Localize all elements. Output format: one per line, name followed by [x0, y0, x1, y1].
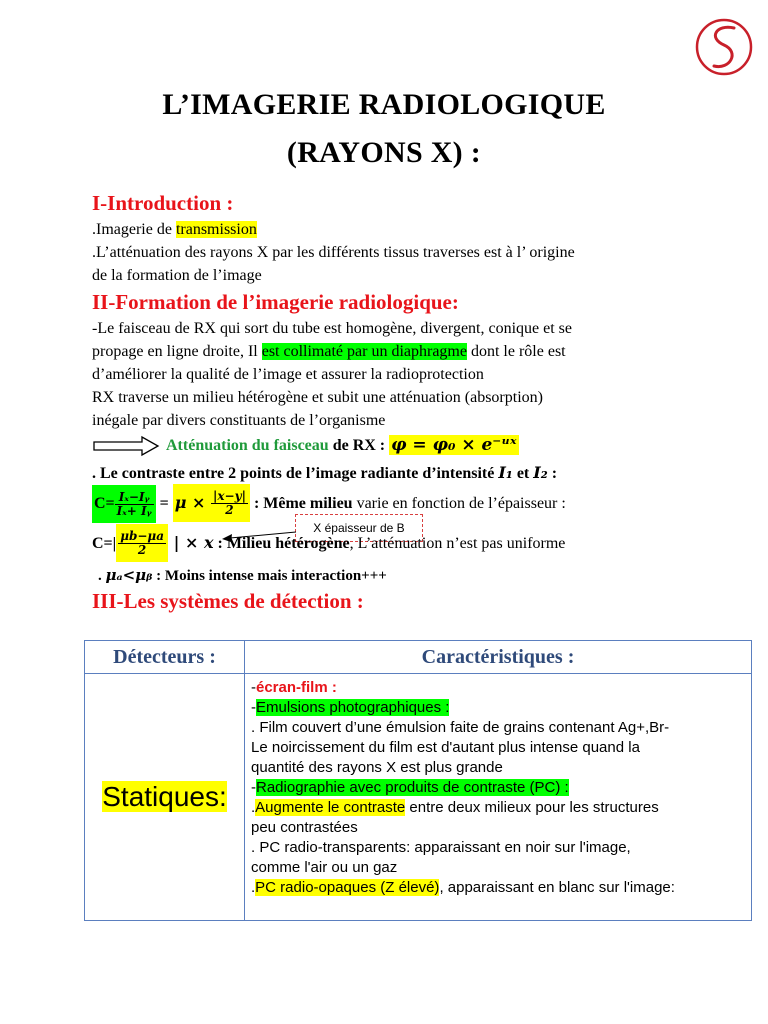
intro-line-1-text: .Imagerie de: [92, 221, 176, 238]
annotation-note-box: X épaisseur de B: [295, 514, 423, 542]
formula-c-prefix: C=: [94, 495, 115, 512]
logo-s-icon: [694, 14, 754, 80]
table-header-caracteristiques: Caractéristiques :: [245, 641, 752, 674]
char-line: . Film couvert d’une émulsion faite de grains contenant Ag+,Br-: [251, 719, 670, 736]
intensity-i1: I₁: [498, 463, 513, 482]
mu-comparison-line: [98, 564, 387, 588]
fraction-numerator: Iₓ−Iᵧ: [115, 491, 154, 505]
fraction-denominator: 2: [137, 543, 147, 557]
char-text: , apparaissant en blanc sur l'image:: [439, 879, 675, 896]
highlight-transmission: transmission: [175, 221, 257, 238]
mu-line-dot: .: [98, 568, 106, 584]
row-label-statiques: Statiques:: [102, 781, 227, 812]
attenuation-line: [166, 434, 519, 457]
attenuation-label: Atténuation du faisceau: [166, 437, 329, 454]
contrast-colon: :: [547, 465, 558, 482]
char-line: [251, 678, 745, 698]
char-line: comme l'air ou un gaz: [251, 859, 398, 876]
characteristics-cell: [245, 674, 752, 921]
dash: -: [251, 779, 256, 796]
contrast-formula-c: [92, 485, 156, 523]
heterogeneous-label: : Milieu hétérogène: [213, 535, 350, 552]
formation-text: propage en ligne droite, Il: [92, 343, 262, 360]
char-line: [251, 798, 745, 818]
intro-line-1: [92, 218, 257, 241]
detectors-table: [84, 640, 752, 921]
formula-mu: μ ×: [174, 493, 212, 512]
formula-c2-tail: | × x: [168, 533, 214, 552]
dot: .: [251, 799, 256, 816]
char-line: [251, 878, 745, 898]
intro-line-3: de la formation de l’image: [92, 267, 262, 284]
table-row: [85, 674, 752, 921]
highlight-radio-opaques: PC radio-opaques (Z élevé): [255, 879, 440, 896]
row-label-cell: [85, 674, 245, 921]
formation-paragraph-line-3: d’améliorer la qualité de l’image et assurer la radioprotection: [92, 366, 484, 383]
formula-c2-term: [116, 524, 168, 562]
ecran-film-label: écran-film :: [256, 679, 337, 696]
same-medium-text: varie en fonction de l’épaisseur :: [352, 495, 566, 512]
heterogeneous-text: , L’atténuation n’est pas uniforme: [349, 535, 566, 552]
fraction-denominator: 2: [225, 503, 234, 517]
contrast-text: . Le contraste entre 2 points de l’image radiante d’intensité: [92, 465, 499, 482]
char-line: Le noircissement du film est d'autant plus intense quand la: [251, 739, 640, 756]
section-heading-introduction: I-Introduction :: [92, 191, 234, 215]
dash: -: [251, 699, 256, 716]
same-medium-label: : Même milieu: [249, 495, 353, 512]
dash: -: [251, 679, 256, 696]
formula-c2-prefix: C=|: [92, 535, 117, 552]
formation-paragraph-line-5: inégale par divers constituants de l’organisme: [92, 412, 386, 429]
char-line: [251, 698, 745, 718]
section-heading-detection: III-Les systèmes de détection :: [92, 589, 364, 613]
mu-line-text: : Moins intense mais interaction+++: [152, 568, 387, 584]
formula-mu-term: [173, 484, 250, 522]
attenuation-of-rx: de RX :: [328, 437, 390, 454]
right-arrow-icon: [92, 435, 162, 457]
page-title-line2: (RAYONS X) :: [286, 136, 482, 169]
highlight-radiographie: Radiographie avec produits de contraste (PC) :: [256, 779, 569, 796]
formation-paragraph-line-4: RX traverse un milieu hétérogène et subit une atténuation (absorption): [92, 389, 543, 406]
contrast-formula-heterogeneous: [92, 524, 565, 563]
section-heading-formation: II-Formation de l’imagerie radiologique:: [92, 290, 459, 314]
table-header-row: [85, 641, 752, 674]
table-header-detecteurs: Détecteurs :: [85, 641, 245, 674]
page-title-line1: L’IMAGERIE RADIOLOGIQUE: [162, 88, 606, 121]
formula-equals: =: [155, 495, 173, 512]
formula-fraction: [115, 491, 154, 518]
formula-c2-fraction: [118, 530, 166, 557]
char-line: [251, 778, 745, 798]
attenuation-formula: φ = φ₀ × e⁻ᵘˣ: [391, 435, 517, 455]
char-line: peu contrastées: [251, 819, 358, 836]
fraction-numerator: μb−μa: [120, 529, 164, 543]
mu-comparison: μₐ<μᵦ: [105, 566, 153, 584]
highlight-emulsions: Emulsions photographiques :: [256, 699, 450, 716]
char-line: . PC radio-transparents: apparaissant en noir sur l'image,: [251, 839, 631, 856]
intro-line-2: .L’atténuation des rayons X par les différents tissus traverses est à l’ origine: [92, 244, 575, 261]
formation-paragraph-line-1: -Le faisceau de RX qui sort du tube est homogène, divergent, conique et se: [92, 320, 573, 337]
contrast-sentence: [92, 461, 557, 485]
formula-fraction-2: [211, 490, 248, 517]
highlight-collimation: est collimaté par un diaphragme: [261, 343, 467, 360]
intensity-i2: I₂: [533, 463, 548, 482]
char-line: quantité des rayons X est plus grande: [251, 759, 503, 776]
formation-paragraph-line-2: [92, 340, 566, 363]
formation-text: dont le rôle est: [466, 343, 566, 360]
dot: .: [251, 879, 256, 896]
highlight-augmente-contraste: Augmente le contraste: [255, 799, 406, 816]
char-text: entre deux milieux pour les structures: [405, 799, 659, 816]
contrast-and: et: [512, 465, 534, 482]
fraction-numerator: |x−y|: [213, 489, 246, 503]
fraction-denominator: Iₓ+ Iᵧ: [116, 503, 152, 518]
